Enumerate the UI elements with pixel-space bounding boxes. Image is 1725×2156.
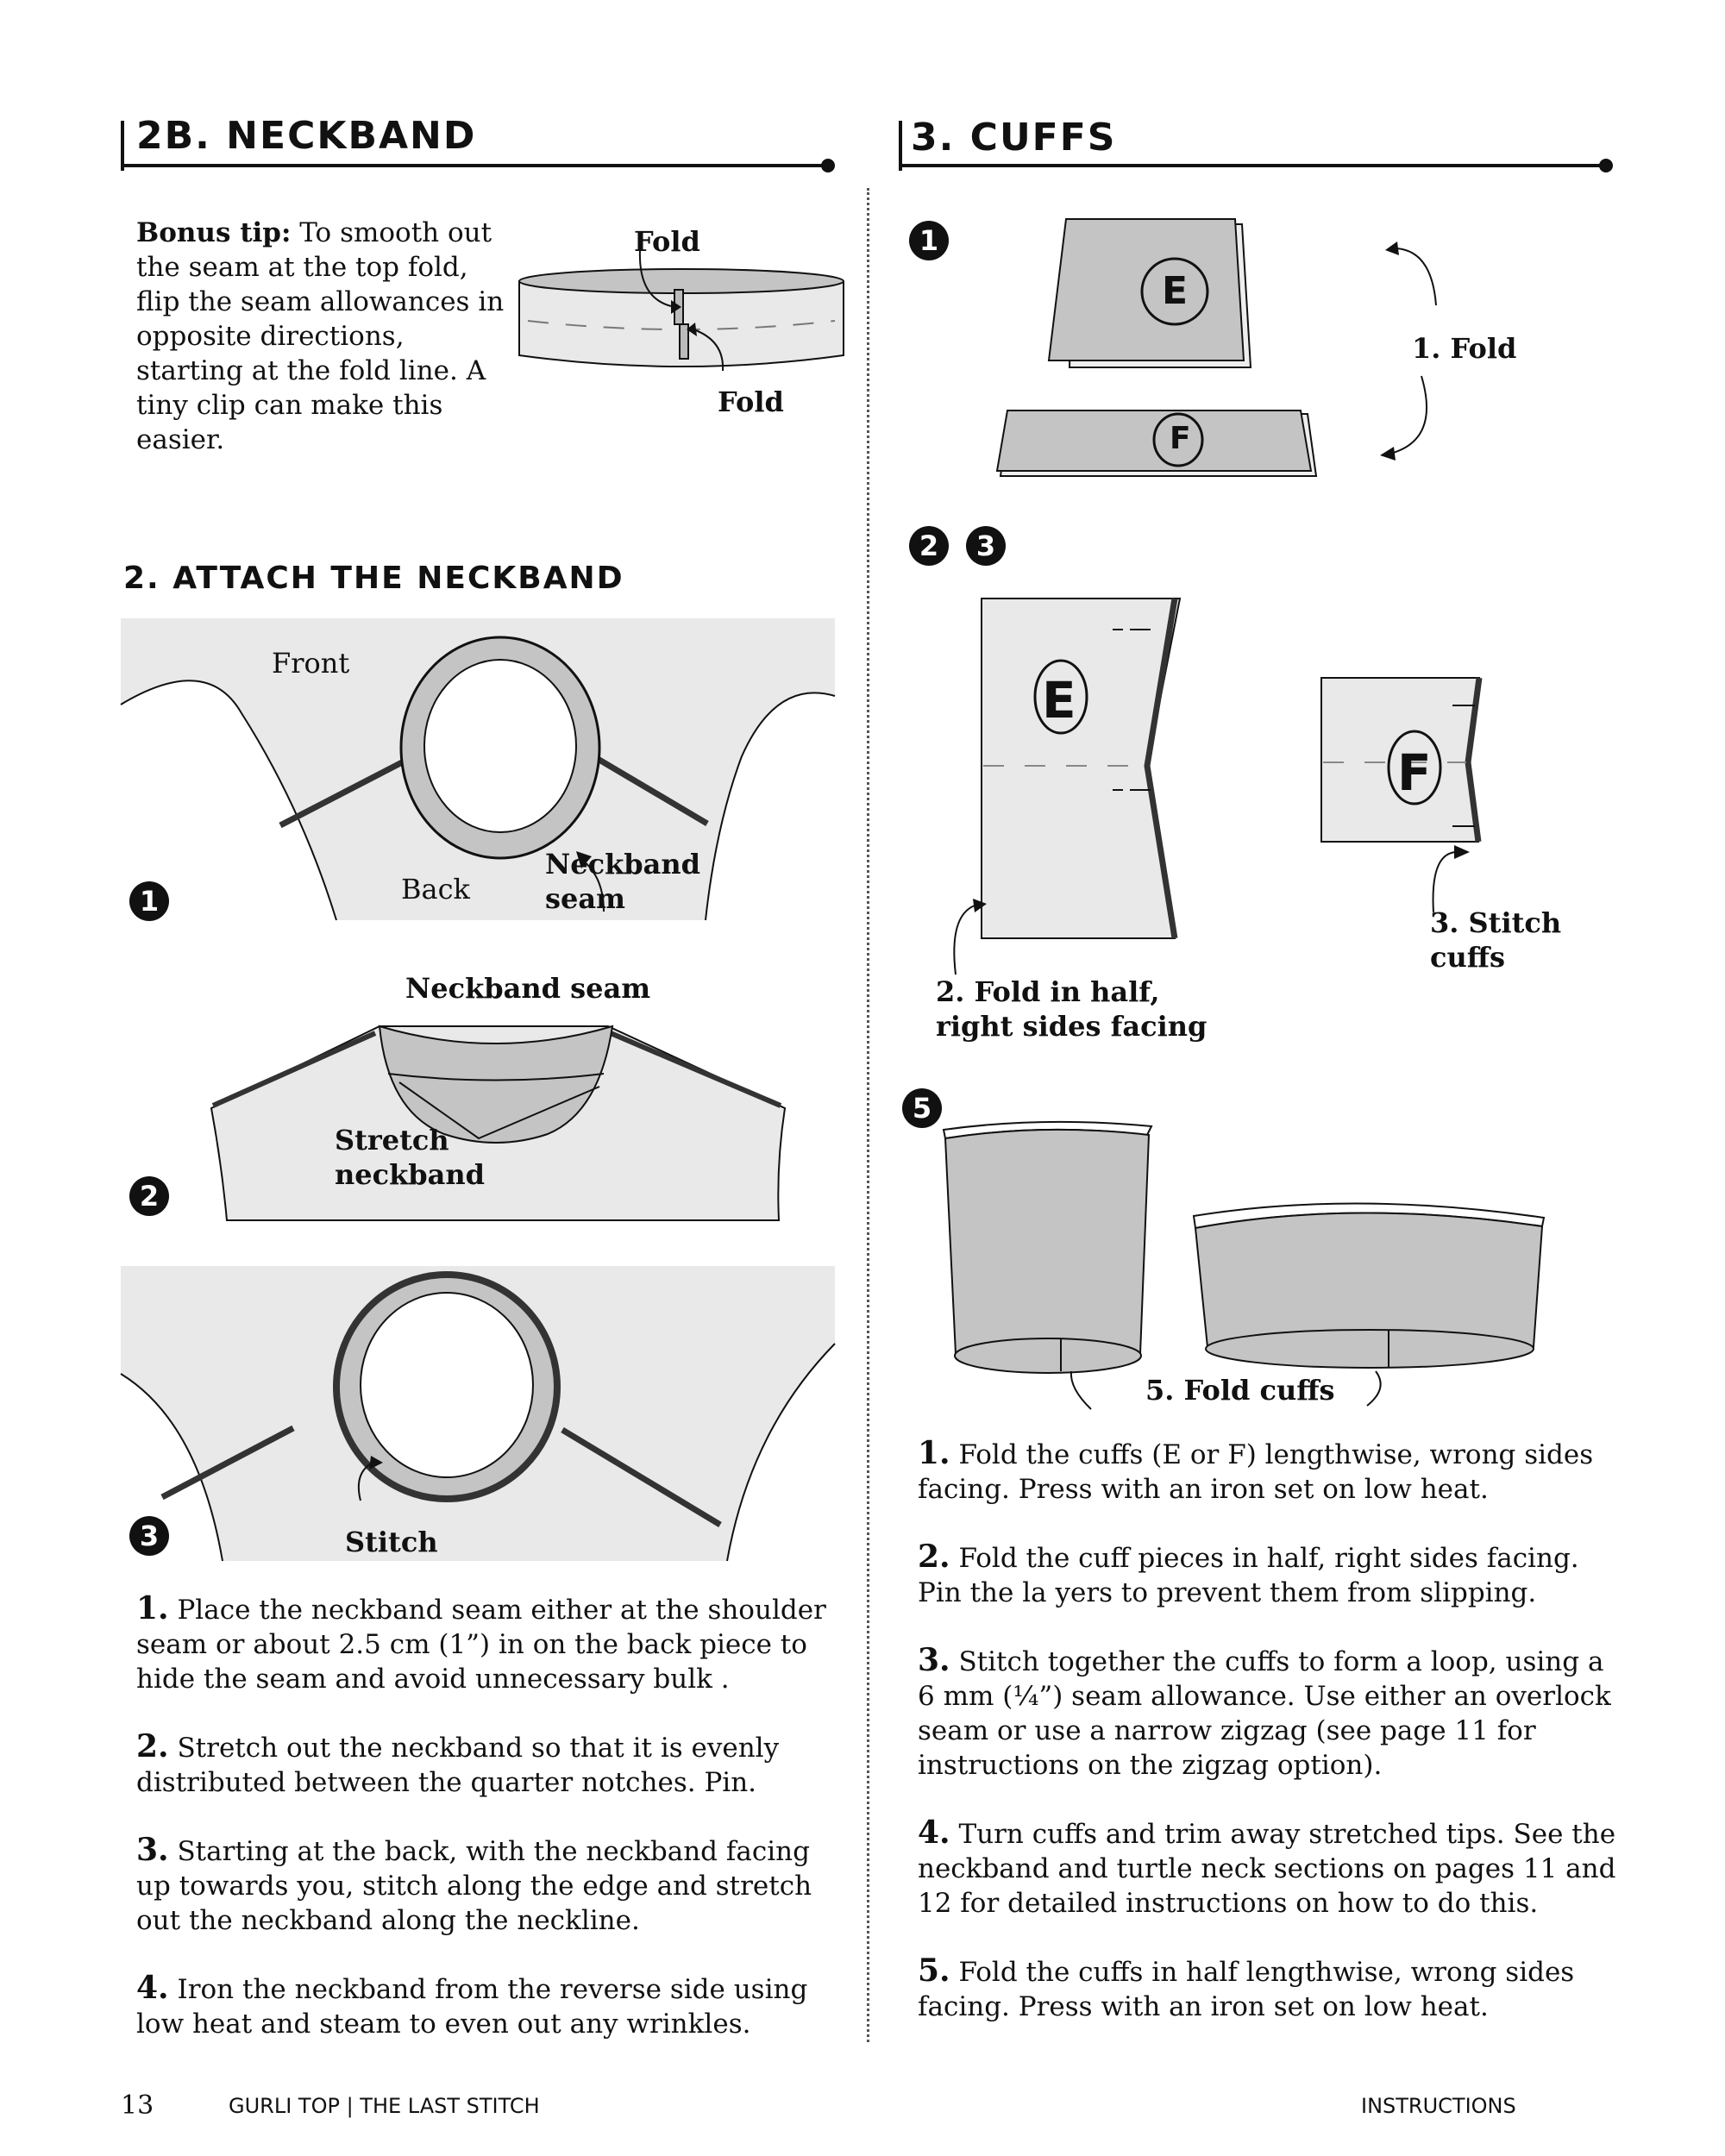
bonus-tip-label: Bonus tip:	[136, 217, 292, 248]
label-stretch-neckband: Stretch neckband	[335, 1124, 486, 1191]
column-divider	[867, 188, 869, 2042]
footer-title: GURLI TOP | THE LAST STITCH	[229, 2094, 540, 2118]
cuffs-step-1: 1. Fold the cuffs (E or F) lengthwise, wrong sides facing. Press with an iron set on low heat.	[918, 1435, 1594, 1505]
figure-neckband-step2	[203, 1026, 789, 1220]
section-rule-line-cuffs	[899, 164, 1604, 167]
subsection-title-attach-neckband: 2. ATTACH THE NECKBAND	[123, 561, 624, 596]
fold-label-top: Fold	[634, 225, 700, 258]
section-rule-dot	[821, 159, 835, 172]
cuffs-step-4: 4. Turn cuffs and trim away stretched tips. See the neckband and turtle neck sections on pages 11 and 12 for detailed instructions on how to do this.	[918, 1814, 1616, 1919]
neckband-band-diagram	[518, 259, 845, 379]
neckband-steps	[136, 1591, 835, 2041]
cuffs-step-badge-2: 2	[909, 526, 949, 566]
cuffs-step-2: 2. Fold the cuff pieces in half, right sides facing. Pin the la yers to prevent them from slipping.	[918, 1539, 1579, 1608]
step-badge-1: 1	[129, 881, 169, 921]
section-rule-dot-cuffs	[1599, 159, 1613, 172]
cuffs-step-3: 3. Stitch together the cuffs to form a loop, using a 6 mm (¼”) seam allowance. Use either an overlock seam or use a narrow zigzag (see page 11 for instructions on the zigzag option).	[918, 1642, 1611, 1781]
piece-e-label: E	[1162, 269, 1189, 313]
piece-f-label: F	[1170, 421, 1191, 456]
cuffs-steps	[918, 1436, 1616, 2024]
neckband-step-2: 2. Stretch out the neckband so that it is evenly distributed between the quarter notches. Pin.	[136, 1728, 780, 1798]
cuffs-step-badge-3: 3	[966, 526, 1006, 566]
piece-f-label-2: F	[1397, 743, 1432, 802]
label-back: Back	[401, 873, 470, 906]
cuffs-tube-diagram	[940, 1112, 1578, 1371]
cuffs-fold-diagram	[975, 216, 1458, 483]
label-fold-cuffs: 5. Fold cuffs	[1145, 1374, 1335, 1407]
cuffs-step-badge-1: 1	[909, 221, 949, 260]
figure-neckband-step3	[121, 1266, 835, 1561]
neckband-step-4: 4. Iron the neckband from the reverse side using low heat and steam to even out any wrinkles.	[136, 1970, 808, 2040]
cuffs-step-5: 5. Fold the cuffs in half lengthwise, wrong sides facing. Press with an iron set on low heat.	[918, 1952, 1575, 2022]
section-title-neckband: 2B. NECKBAND	[136, 114, 477, 158]
bonus-tip-text: To smooth out the seam at the top fold, flip the seam allowances in opposite directions, starting at the fold line. A tiny clip can make this easier.	[136, 217, 505, 455]
neckband-step-1: 1. Place the neckband seam either at the shoulder seam or about 2.5 cm (1”) in on the back piece to hide the seam and avoid unnecessary bulk .	[136, 1590, 826, 1695]
section-title-cuffs: 3. CUFFS	[911, 116, 1117, 160]
bonus-tip	[136, 216, 516, 457]
label-neckband-seam-2: Neckband seam	[405, 972, 651, 1005]
cuffs-step-badge-5: 5	[902, 1088, 942, 1128]
step-badge-2: 2	[129, 1176, 169, 1216]
figure-neckband-step1	[121, 618, 835, 920]
label-fold-in-half: 2. Fold in half, right sides facing	[936, 975, 1208, 1043]
fold-label-bottom: Fold	[718, 385, 784, 418]
page-number: 13	[121, 2090, 154, 2121]
label-stitch: Stitch	[345, 1526, 438, 1558]
label-front: Front	[272, 647, 350, 680]
label-stitch-cuffs: 3. Stitch cuffs	[1430, 906, 1562, 974]
label-1-fold: 1. Fold	[1412, 332, 1517, 365]
step-badge-3: 3	[129, 1516, 169, 1556]
footer-section: INSTRUCTIONS	[1361, 2094, 1516, 2118]
section-rule-line	[121, 164, 826, 167]
label-neckband-seam: Neckband seam	[545, 848, 701, 915]
piece-e-label-2: E	[1042, 671, 1076, 730]
neckband-step-3: 3. Starting at the back, with the neckband facing up towards you, stitch along the edge and stretch out the neckband along the neckline.	[136, 1832, 812, 1936]
